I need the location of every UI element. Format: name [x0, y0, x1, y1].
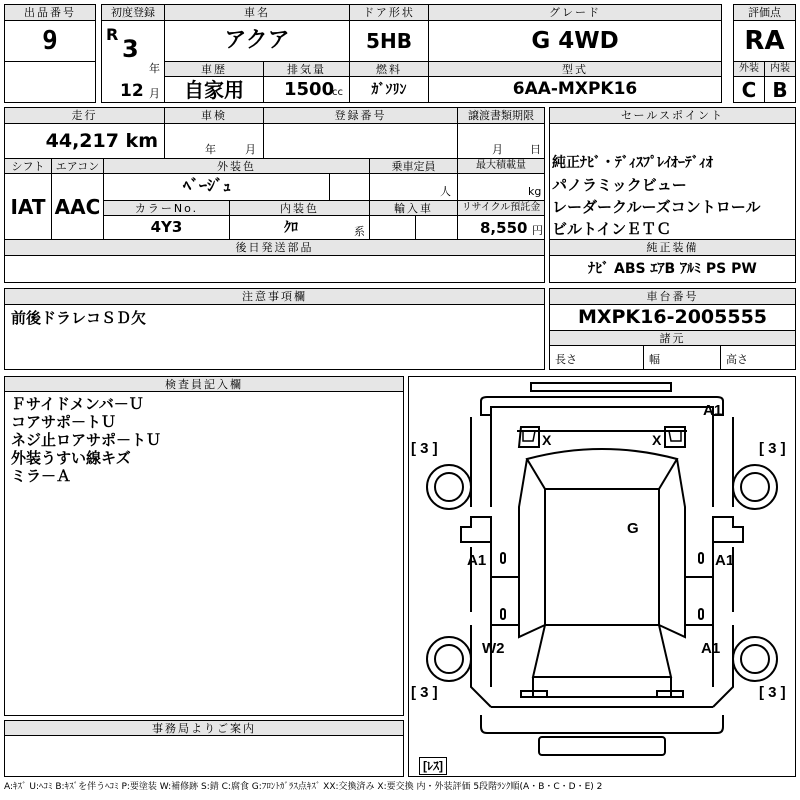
int-color-label: 内装色 [229, 200, 370, 216]
int-color: ｸﾛ [284, 220, 298, 236]
spare-tire: [ﾚｽ] [419, 757, 447, 775]
inspector-line-4: 外装うすい線キズ [11, 449, 131, 467]
reg-no-box [263, 123, 458, 159]
mark-left-door: A1 [467, 552, 487, 569]
inspection-box [164, 123, 264, 159]
inspection-month-unit: 月 [245, 143, 256, 156]
ac: AAC [51, 173, 104, 240]
shift: IAT [4, 173, 52, 240]
later-parts-label: 後日発送部品 [4, 239, 545, 256]
lot-number: 9 [4, 20, 96, 62]
fuel: ｶﾞｿﾘﾝ [349, 76, 429, 103]
mark-roof: G [627, 520, 639, 537]
sales-point-1: 純正ﾅﾋﾞ・ﾃﾞｨｽﾌﾟﾚｲｵｰﾃﾞｨｵ [552, 155, 713, 171]
import-box-1 [369, 215, 416, 240]
transfer-day-unit: 日 [530, 143, 541, 156]
inspection-label: 車検 [164, 107, 264, 124]
capacity-label: 乗車定員 [369, 158, 458, 174]
car-name: アクア [164, 20, 350, 62]
ext-color-label: 外装色 [103, 158, 370, 174]
length-label: 長さ [555, 353, 577, 366]
displacement-label: 排気量 [263, 61, 350, 77]
color-no: 4Y3 [103, 215, 230, 240]
recycle-label: リサイクル預託金 [457, 200, 545, 216]
displacement-box [263, 76, 350, 103]
int-color-unit: 系 [354, 225, 365, 238]
first-reg-box [101, 20, 165, 103]
transfer-month-unit: 月 [492, 143, 503, 156]
model-label: 型式 [428, 61, 722, 77]
import-label: 輸入車 [369, 200, 458, 216]
max-load-box [457, 173, 545, 201]
height-label: 高さ [726, 353, 748, 366]
reg-month: 12 [120, 81, 144, 101]
fuel-label: 燃料 [349, 61, 429, 77]
model: 6AA-MXPK16 [428, 76, 722, 103]
exterior-grade: C [733, 76, 765, 103]
capacity-unit: 人 [440, 185, 451, 198]
office-label: 事務局よりご案内 [4, 720, 404, 736]
lot-blank [4, 61, 96, 103]
ext-color: ﾍﾞｰｼﾞｭ [183, 176, 232, 195]
year-unit: 年 [149, 62, 160, 75]
mark-right-door: A1 [715, 552, 735, 569]
chassis-label: 車台番号 [549, 288, 796, 305]
inspection-year-unit: 年 [205, 143, 216, 156]
sales-points-label: セールスポイント [549, 107, 796, 124]
inspector-box [4, 391, 404, 716]
shift-label: シフト [4, 158, 52, 174]
length-box [549, 345, 644, 370]
sales-point-3: レーダークルーズコントロール [552, 198, 761, 216]
height-box [720, 345, 796, 370]
equipment: ﾅﾋﾞ ABS ｴｱB ｱﾙﾐ PS PW [549, 255, 796, 283]
recycle-box [457, 215, 545, 240]
import-box-2 [415, 215, 458, 240]
first-reg-label: 初度登録 [101, 4, 165, 21]
ac-label: エアコン [51, 158, 104, 174]
equipment-label: 純正装備 [549, 239, 796, 256]
chassis-number: MXPK16-2005555 [549, 304, 796, 331]
month-unit: 月 [149, 87, 160, 100]
notes-box [4, 304, 545, 370]
inspector-line-3: ネジ止ロアサポ－トＵ [11, 431, 162, 449]
reg-no-label: 登録番号 [263, 107, 458, 124]
ext-color-sub [329, 173, 370, 201]
sales-point-4: ビルトインＥＴＣ [552, 220, 672, 238]
history: 自家用 [164, 76, 264, 103]
max-load-label: 最大積載量 [457, 158, 545, 174]
tire-rear-right: [ 3 ] [759, 684, 786, 701]
dims-label: 諸元 [549, 330, 796, 346]
score-label: 評価点 [733, 4, 796, 21]
tire-rear-left: [ 3 ] [411, 684, 438, 701]
interior-grade: B [764, 76, 796, 103]
width-box [643, 345, 721, 370]
tire-front-left: [ 3 ] [411, 440, 438, 457]
exterior-label: 外装 [733, 61, 765, 77]
mark-rear-left: W2 [482, 640, 505, 657]
mileage: 44,217 km [4, 123, 165, 159]
max-load-unit: kg [528, 185, 542, 198]
notes-label: 注意事項欄 [4, 288, 545, 305]
score: RA [733, 20, 796, 62]
grade-label: グレード [428, 4, 722, 21]
capacity-box [369, 173, 458, 201]
tire-front-right: [ 3 ] [759, 440, 786, 457]
color-no-label: カラーNo. [103, 200, 230, 216]
width-label: 幅 [649, 353, 660, 366]
transfer-label: 譲渡書類期限 [457, 107, 545, 124]
car-name-label: 車名 [164, 4, 350, 21]
mark-rear-right: A1 [701, 640, 721, 657]
inspector-line-1: Ｆサイドメンバ－Ｕ [11, 395, 144, 413]
mileage-label: 走行 [4, 107, 165, 124]
door-type: 5HB [349, 20, 429, 62]
mark-front-bumper: A1 [703, 402, 723, 419]
car-outline [409, 377, 795, 776]
mark-glass-left: X [542, 432, 552, 448]
notes-text: 前後ドラレコＳＤ欠 [11, 309, 147, 327]
recycle-unit: 円 [532, 224, 543, 237]
reg-year: 3 [122, 35, 139, 63]
transfer-box [457, 123, 545, 159]
recycle-amount: 8,550 [480, 219, 528, 237]
inspector-label: 検査員記入欄 [4, 376, 404, 392]
door-label: ドア形状 [349, 4, 429, 21]
office-box [4, 735, 404, 777]
inspector-line-2: コアサポ－トＵ [11, 413, 117, 431]
car-diagram [408, 376, 796, 777]
displacement: 1500 [284, 79, 335, 100]
legend: A:ｷｽﾞ U:ﾍｺﾐ B:ｷｽﾞを伴うﾍｺﾐ P:要塗装 W:補修跡 S:錆 C:腐食 G:ﾌﾛﾝﾄｶﾞﾗｽ点ｷｽﾞ XX:交換済み X:要交換 内・外装評価 5段階ﾗﾝｸ順(A・B・C・D・E) 2 [4, 782, 603, 792]
sales-points-box [549, 123, 796, 240]
history-label: 車歴 [164, 61, 264, 77]
interior-label: 内装 [764, 61, 796, 77]
mark-glass-right: X [652, 432, 662, 448]
int-color-box [229, 215, 370, 240]
grade: G 4WD [428, 20, 722, 62]
lot-label: 出品番号 [4, 4, 96, 21]
inspector-line-5: ミラ－Ａ [11, 467, 72, 485]
displacement-unit: cc [332, 87, 343, 98]
era: R [106, 25, 119, 44]
sales-point-2: パノラミックビュー [552, 176, 687, 194]
